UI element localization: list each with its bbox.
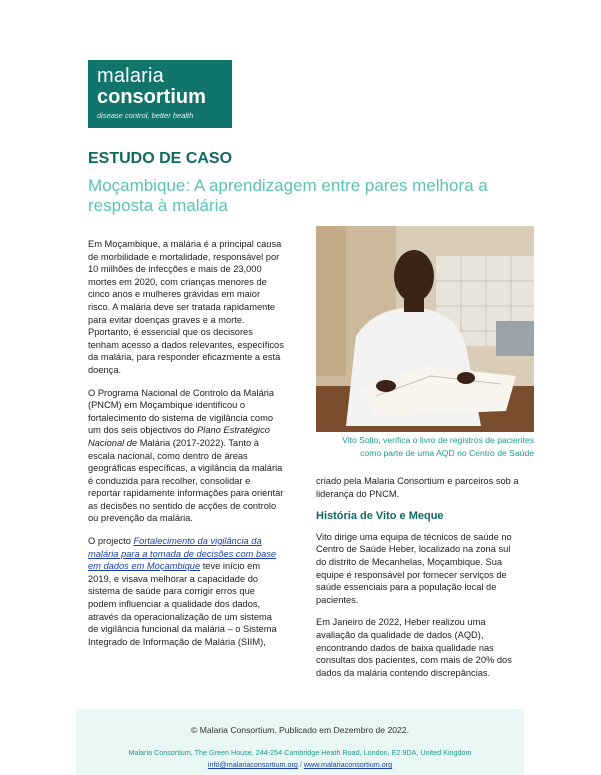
paragraph-pncm <box>88 387 284 526</box>
photo-caption <box>316 434 534 459</box>
page-title: Moçambique: A aprendizagem entre pares melhora a resposta à malária <box>88 176 488 215</box>
logo-line-2: consortium <box>97 86 206 108</box>
plan-title-italic: Plano Estratégico Nacional de <box>88 425 270 448</box>
logo-line-1: malaria <box>97 65 164 87</box>
email-link[interactable]: info@malariaconsortium.org <box>207 760 298 769</box>
section-heading: História de Vito e Meque <box>316 510 444 523</box>
project-link[interactable]: Fortalecimento da vigilância da malária para a tomada de decisões com base em dados em Moçambique <box>88 536 277 572</box>
logo-tagline: disease control, better health <box>97 111 194 120</box>
paragraph-project-text-a: O projecto <box>88 536 134 547</box>
case-study-label: ESTUDO DE CASO <box>88 150 233 167</box>
paragraph-project <box>88 535 284 648</box>
footer-separator: / <box>297 760 304 769</box>
photo-caption-line-1: Vito Solio, verifica o livro de registros de pacientes <box>342 435 534 445</box>
photo-caption-line-2: como parte de uma AQD no Centro de Saúde <box>360 447 534 458</box>
paragraph-continuation: criado pela Malaria Consortium e parceiros sob a liderança do PNCM. <box>316 476 519 499</box>
paragraph-pncm-text-a: O Programa Nacional de Controlo da Malária (PNCM) em Moçambique identificou o fortalecimento do sistema de vigilância como um dos seis objectivos do <box>88 387 275 436</box>
paragraph-vito: Vito dirige uma equipa de técnicos de saúde no Centro de Saúde Heber, localizado na zona sul do distrito de Mecanhelas, Moçambique. Sua equipe é responsável por fornecer serviços de saúde essenciais para a população local de pacientes. <box>316 531 512 605</box>
footer-address: Malaria Consortium, The Green House, 244-254 Cambridge Heath Road, London, E2 9DA, United Kingdom <box>128 748 472 757</box>
footer-links <box>76 760 524 769</box>
website-link[interactable]: www.malariaconsortium.org <box>303 760 393 769</box>
paragraph-intro: Em Moçambique, a malária é a principal causa de morbilidade e mortalidade, responsável por 10 milhões de infecções e mais de 23,000 mortes em 2020, com crianças menores de cinco anos e mulheres grávidas em maior risco. A malária deve ser tratada rapidamente para evitar doenças graves e a morte. Pportanto, é essencial que os decisores tenham acesso a dados relevantes, específicos da malária, para responder eficazmente a esta doença. <box>88 239 284 375</box>
malaria-consortium-logo <box>88 60 232 128</box>
footer-copyright: © Malaria Consortium. Publicado em Dezembro de 2022. <box>191 725 409 735</box>
right-column <box>316 475 520 689</box>
paragraph-pncm-text-b: Malária (2017-2022). Tanto à escala nacional, como dentro de áreas geográficas específicas, a vigilância da malária é conduzida para recolher, consolidar e reportar rapidamente informações para orientar as decisões no sentido de acções de controlo ou prevenção da malária. <box>88 437 284 524</box>
paragraph-aqd: Em Janeiro de 2022, Heber realizou uma avaliação da qualidade de dados (AQD), encontrando dados de baixa qualidade nas consultas dos pacientes, com mais de 20% dos dados da malária contendo discrepâncias. <box>316 617 512 678</box>
footer <box>76 709 524 775</box>
paragraph-project-text-b: teve início em 2019, e visava melhorar a capacidade do sistema de saúde para corrigir erros que podem influenciar a qualidade dos dados, através da operacionalização de um sistema de vigilância funcional da malária – o Sistema Integrado de Informação de Malária (SIIM), <box>88 561 277 647</box>
left-column <box>88 238 284 658</box>
photo-health-worker <box>316 226 534 432</box>
